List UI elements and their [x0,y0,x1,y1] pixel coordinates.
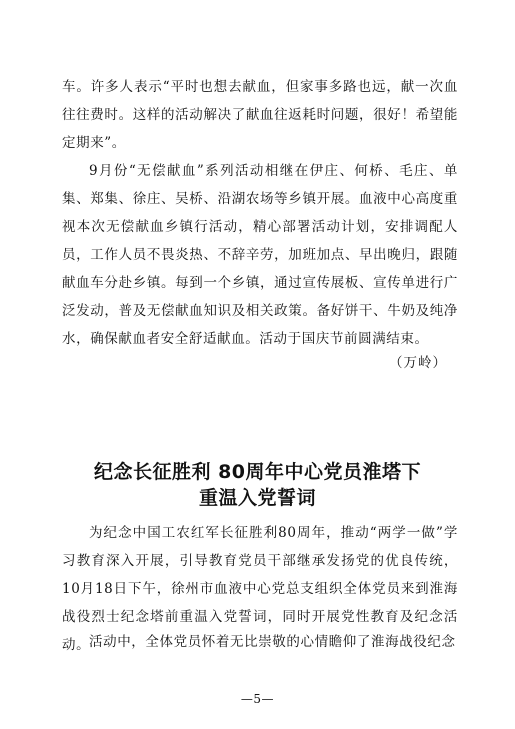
article-2-title-line-2: 重温入党誓词 [198,487,316,509]
article-1-author: （万岭） [389,355,447,371]
article-1-paragraph-2: 9月份“无偿献血”系列活动相继在伊庄、何桥、毛庄、单集、郑集、徐庄、吴桥、沿湖农场等乡镇开展。血液中心高度重视本次无偿献血乡镇行活动，精心部署活动计划，安排调配人员，工作人员不畏炎热、不辞辛劳，加班加点、早出晚归，跟随献血车分赴乡镇。每到一个乡镇，通过宣传展板、宣传单进行广泛发动，普及无偿献血知识及相关政策。备好饼干、牛奶及纯净水，确保献血者安全舒适献血。活动于国庆节前圆满结束。 [62,163,458,347]
article-2-title-line-1: 纪念长征胜利 80周年中心党员淮塔下 [93,461,422,483]
article-1-paragraph-1: 车。许多人表示“平时也想去献血，但家事多路也远，献一次血往往费时。这样的活动解决了献血往返耗时问题，很好！希望能定期来”。 [62,79,458,151]
article-2-paragraph-2: 活动中，全体党员怀着无比崇敬的心情瞻仰了淮海战役纪念 [89,634,456,650]
page-number: —5— [240,692,275,706]
article-2-paragraph-1: 为纪念中国工农红军长征胜利80周年，推动“两学一做”学习教育深入开展，引导教育党员干部继承发扬党的优良传统，10月18日下午，徐州市血液中心党总支组织全体党员来到淮海战役烈士纪念塔前重温入党誓词，同时开展党性教育及纪念活动。 [62,525,458,653]
